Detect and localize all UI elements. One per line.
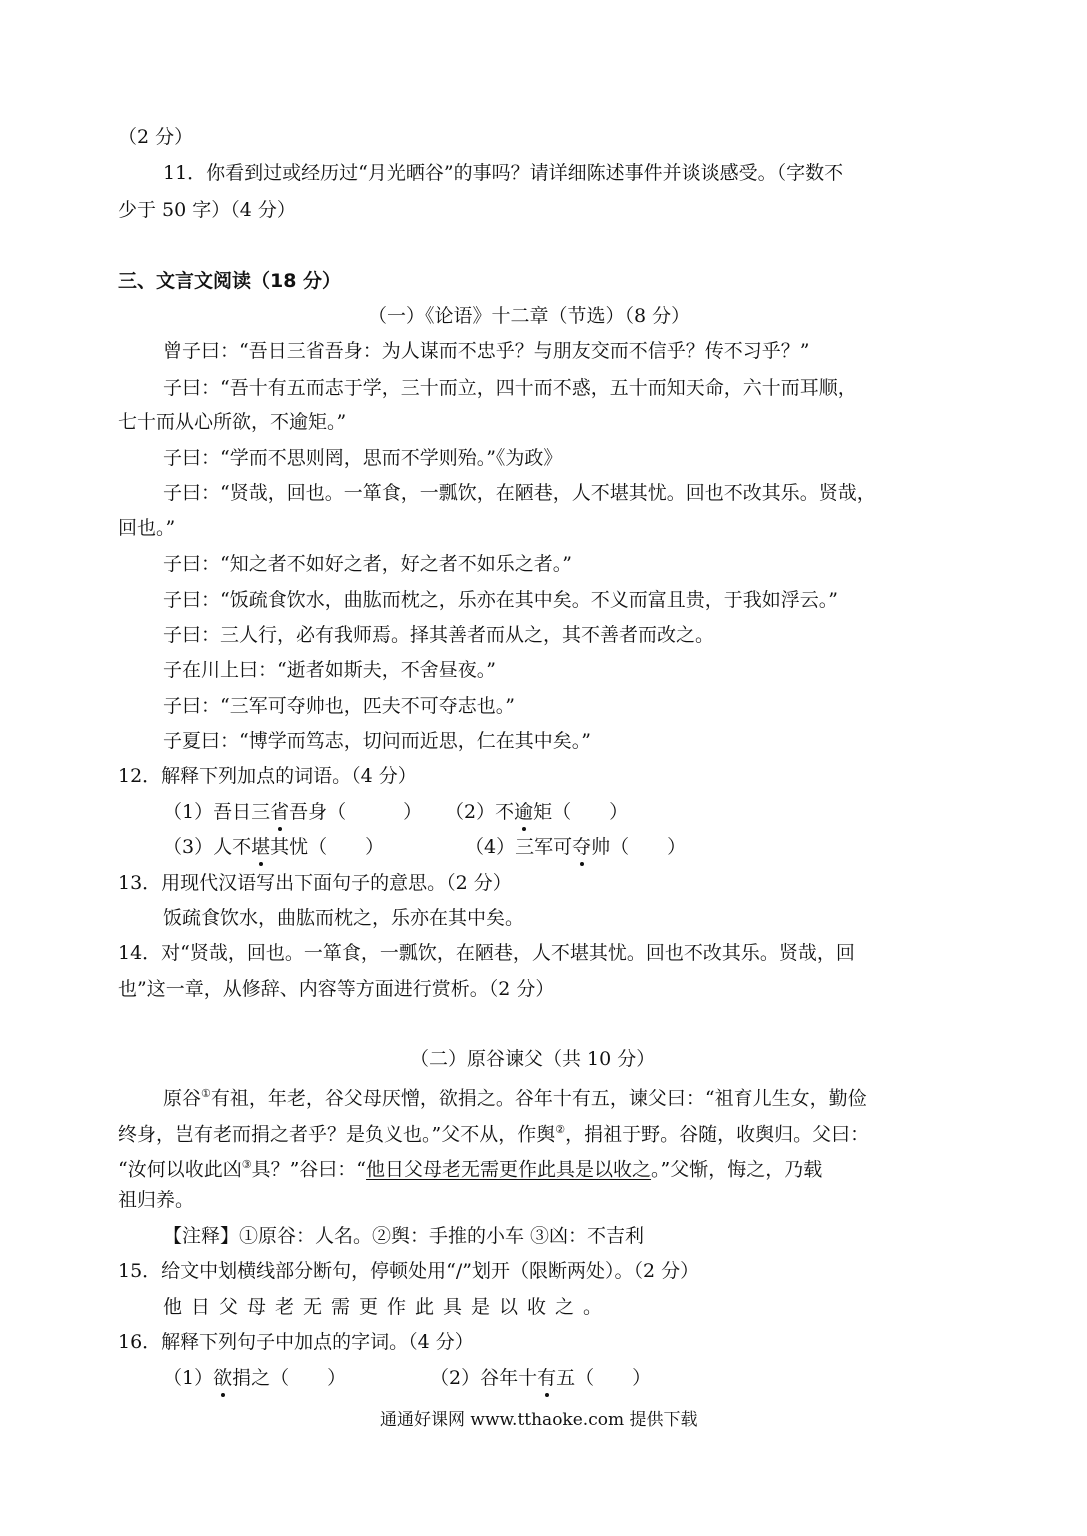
page-footer: 通通好课网 www.tthaoke.com 提供下载 [380, 1410, 698, 1430]
q12-item-4: （4）三军可夺帅（ ） [465, 832, 686, 862]
analects-line-10: 子在川上曰：“逝者如斯夫，不舍昼夜。” [163, 659, 496, 681]
part-2-title: （二）原谷谏父（共 10 分） [410, 1048, 656, 1070]
q12-stem: 12．解释下列加点的词语。（4 分） [118, 765, 417, 787]
passage-line-1: 原谷①有祖，年老，谷父母厌憎，欲捐之。谷年十有五，谏父曰：“祖育儿生女，勤俭 [163, 1087, 867, 1110]
q14-line-2: 也”这一章，从修辞、内容等方面进行赏析。（2 分） [118, 978, 555, 1000]
analects-line-6: 回也。” [118, 517, 176, 539]
analects-line-5: 子曰：“贤哉，回也。一箪食，一瓢饮，在陋巷，人不堪其忧。回也不改其乐。贤哉， [163, 482, 876, 504]
q10-score: （2 分） [118, 126, 194, 148]
q12-item-1: （1）吾日三省吾身（ ） [163, 797, 422, 827]
q16-item-1: （1）欲捐之（ ） [163, 1363, 346, 1393]
part-1-title: （一）《论语》十二章（节选）（8 分） [368, 305, 691, 327]
dotted-char: 有 [537, 1363, 556, 1393]
passage-line-4: 祖归养。 [118, 1189, 195, 1211]
analects-line-2: 子曰：“吾十有五而志于学，三十而立，四十而不惑，五十而知天命，六十而耳顺， [163, 377, 857, 399]
q11-line-1: 11．你看到过或经历过“月光晒谷”的事吗？请详细陈述事件并谈谈感受。（字数不 [163, 162, 844, 184]
q16-item-2: （2）谷年十有五（ ） [430, 1363, 651, 1393]
q12-item-2: （2）不逾矩（ ） [445, 797, 628, 827]
q14-line-1: 14．对“贤哉，回也。一箪食，一瓢饮，在陋巷，人不堪其忧。回也不改其乐。贤哉，回 [118, 942, 855, 964]
q12-item-3: （3）人不堪其忧（ ） [163, 832, 384, 862]
analects-line-7: 子曰：“知之者不如好之者，好之者不如乐之者。” [163, 553, 572, 575]
passage-line-3: “汝何以收此凶③具？”谷曰：“他日父母老无需更作此具是以收之。”父惭，悔之，乃载 [118, 1158, 823, 1181]
q16-stem: 16．解释下列句子中加点的字词。（4 分） [118, 1331, 474, 1353]
analects-line-9: 子曰：三人行，必有我师焉。择其善者而从之，其不善者而改之。 [163, 624, 715, 646]
dotted-char: 省 [270, 797, 289, 827]
q11-line-2: 少于 50 字）（4 分） [118, 199, 296, 221]
analects-line-3: 七十而从心所欲，不逾矩。” [118, 411, 347, 433]
analects-line-12: 子夏曰：“博学而笃志，切问而近思，仁在其中矣。” [163, 730, 591, 752]
dotted-char: 逾 [514, 797, 533, 827]
dotted-char: 欲 [213, 1363, 232, 1393]
dotted-char: 夺 [572, 832, 591, 862]
analects-line-8: 子曰：“饭疏食饮水，曲肱而枕之，乐亦在其中矣。不义而富且贵，于我如浮云。” [163, 589, 838, 611]
passage-notes: 【注释】①原谷：人名。②舆：手推的小车 ③凶：不吉利 [163, 1225, 645, 1247]
section-3-title: 三、文言文阅读（18 分） [118, 270, 342, 292]
underlined-sentence: 他日父母老无需更作此具是以收之 [366, 1158, 652, 1181]
passage-line-2: 终身，岂有老而捐之者乎？是负义也。”父不从，作舆②，捐祖于野。谷随，收舆归。父曰： [118, 1123, 870, 1146]
analects-line-4: 子曰：“学而不思则罔，思而不学则殆。”《为政》 [163, 447, 563, 469]
analects-line-1: 曾子曰：“吾日三省吾身：为人谋而不忠乎？与朋友交而不信乎？传不习乎？” [163, 340, 810, 362]
q15-sentence: 他日父母老无需更作此具是以收之。 [163, 1296, 612, 1318]
analects-line-11: 子曰：“三军可夺帅也，匹夫不可夺志也。” [163, 695, 515, 717]
q13-stem: 13．用现代汉语写出下面句子的意思。（2 分） [118, 872, 512, 894]
dotted-char: 堪 [251, 832, 270, 862]
q13-sentence: 饭疏食饮水，曲肱而枕之，乐亦在其中矣。 [163, 907, 525, 929]
q15-stem: 15．给文中划横线部分断句，停顿处用“/”划开（限断两处）。（2 分） [118, 1260, 700, 1282]
